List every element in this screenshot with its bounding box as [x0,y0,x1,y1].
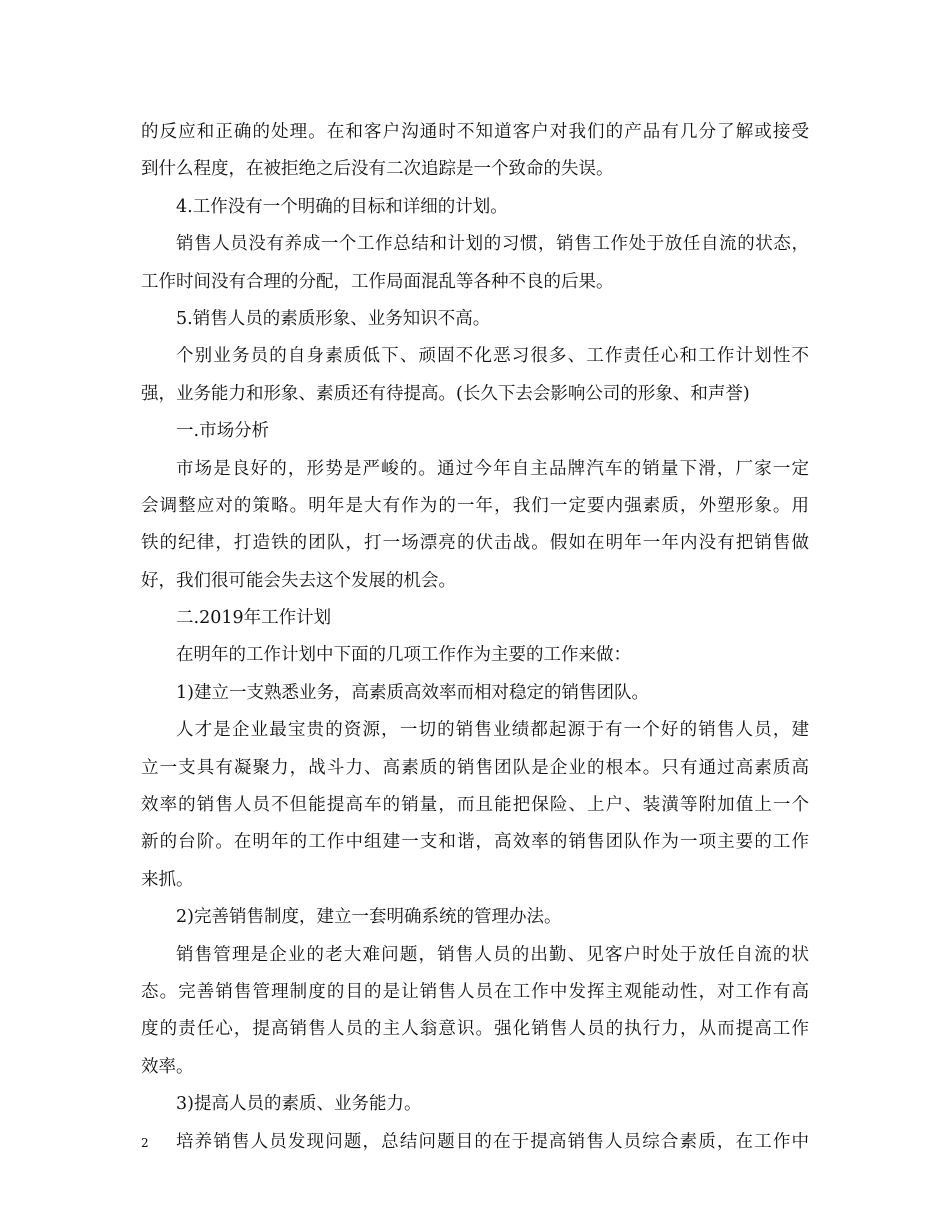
text-line: 态。完善销售管理制度的目的是让销售人员在工作中发挥主观能动性，对工作有高 [141,981,809,1002]
text-line: 强，业务能力和形象、素质还有待提高。(长久下去会影响公司的形象、和声誉) [141,383,750,404]
text-line: 人才是企业最宝贵的资源，一切的销售业绩都起源于有一个好的销售人员，建 [176,720,809,741]
text-line: 工作时间没有合理的分配，工作局面混乱等各种不良的后果。 [141,271,614,292]
text-line: 在明年的工作计划中下面的几项工作作为主要的工作来做： [176,645,631,666]
text-line: 3)提高人员的素质、业务能力。 [176,1094,422,1115]
text-line: 一.市场分析 [176,421,270,442]
text-line: 个别业务员的自身素质低下、顽固不化恶习很多、工作责任心和工作计划性不 [176,346,809,367]
text-line: 好，我们很可能会失去这个发展的机会。 [141,570,456,591]
text-line: 培养销售人员发现问题，总结问题目的在于提高销售人员综合素质，在工作中 [176,1131,809,1152]
text-line: 二.2019年工作计划 [176,608,332,629]
text-line: 度的责任心，提高销售人员的主人翁意识。强化销售人员的执行力，从而提高工作 [141,1019,809,1040]
text-line: 到什么程度，在被拒绝之后没有二次追踪是一个致命的失误。 [141,159,614,180]
body-text [141,114,809,1161]
page-number: 2 [141,1136,149,1150]
text-line: 效率的销售人员不但能提高车的销量，而且能把保险、上户、装潢等附加值上一个 [141,795,809,816]
text-line: 铁的纪律，打造铁的团队，打一场漂亮的伏击战。假如在明年一年内没有把销售做 [141,533,809,554]
text-line: 立一支具有凝聚力，战斗力、高素质的销售团队是企业的根本。只有通过高素质高 [141,757,809,778]
text-line: 市场是良好的，形势是严峻的。通过今年自主品牌汽车的销量下滑，厂家一定 [176,458,809,479]
text-line: 效率。 [141,1056,194,1077]
text-line: 2)完善销售制度，建立一套明确系统的管理办法。 [176,907,562,928]
text-line: 会调整应对的策略。明年是大有作为的一年，我们一定要内强素质，外塑形象。用 [141,495,809,516]
text-line: 的反应和正确的处理。在和客户沟通时不知道客户对我们的产品有几分了解或接受 [141,122,809,142]
text-line: 1)建立一支熟悉业务，高素质高效率而相对稳定的销售团队。 [176,682,649,703]
text-line: 5.销售人员的素质形象、业务知识不高。 [176,308,491,329]
text-line: 来抓。 [141,869,194,890]
text-line: 销售管理是企业的老大难问题，销售人员的出勤、见客户时处于放任自流的状 [176,944,809,965]
text-line: 新的台阶。在明年的工作中组建一支和谐，高效率的销售团队作为一项主要的工作 [141,832,809,853]
text-line: 销售人员没有养成一个工作总结和计划的习惯，销售工作处于放任自流的状态， [176,234,809,255]
text-line: 4.工作没有一个明确的目标和详细的计划。 [176,196,508,217]
